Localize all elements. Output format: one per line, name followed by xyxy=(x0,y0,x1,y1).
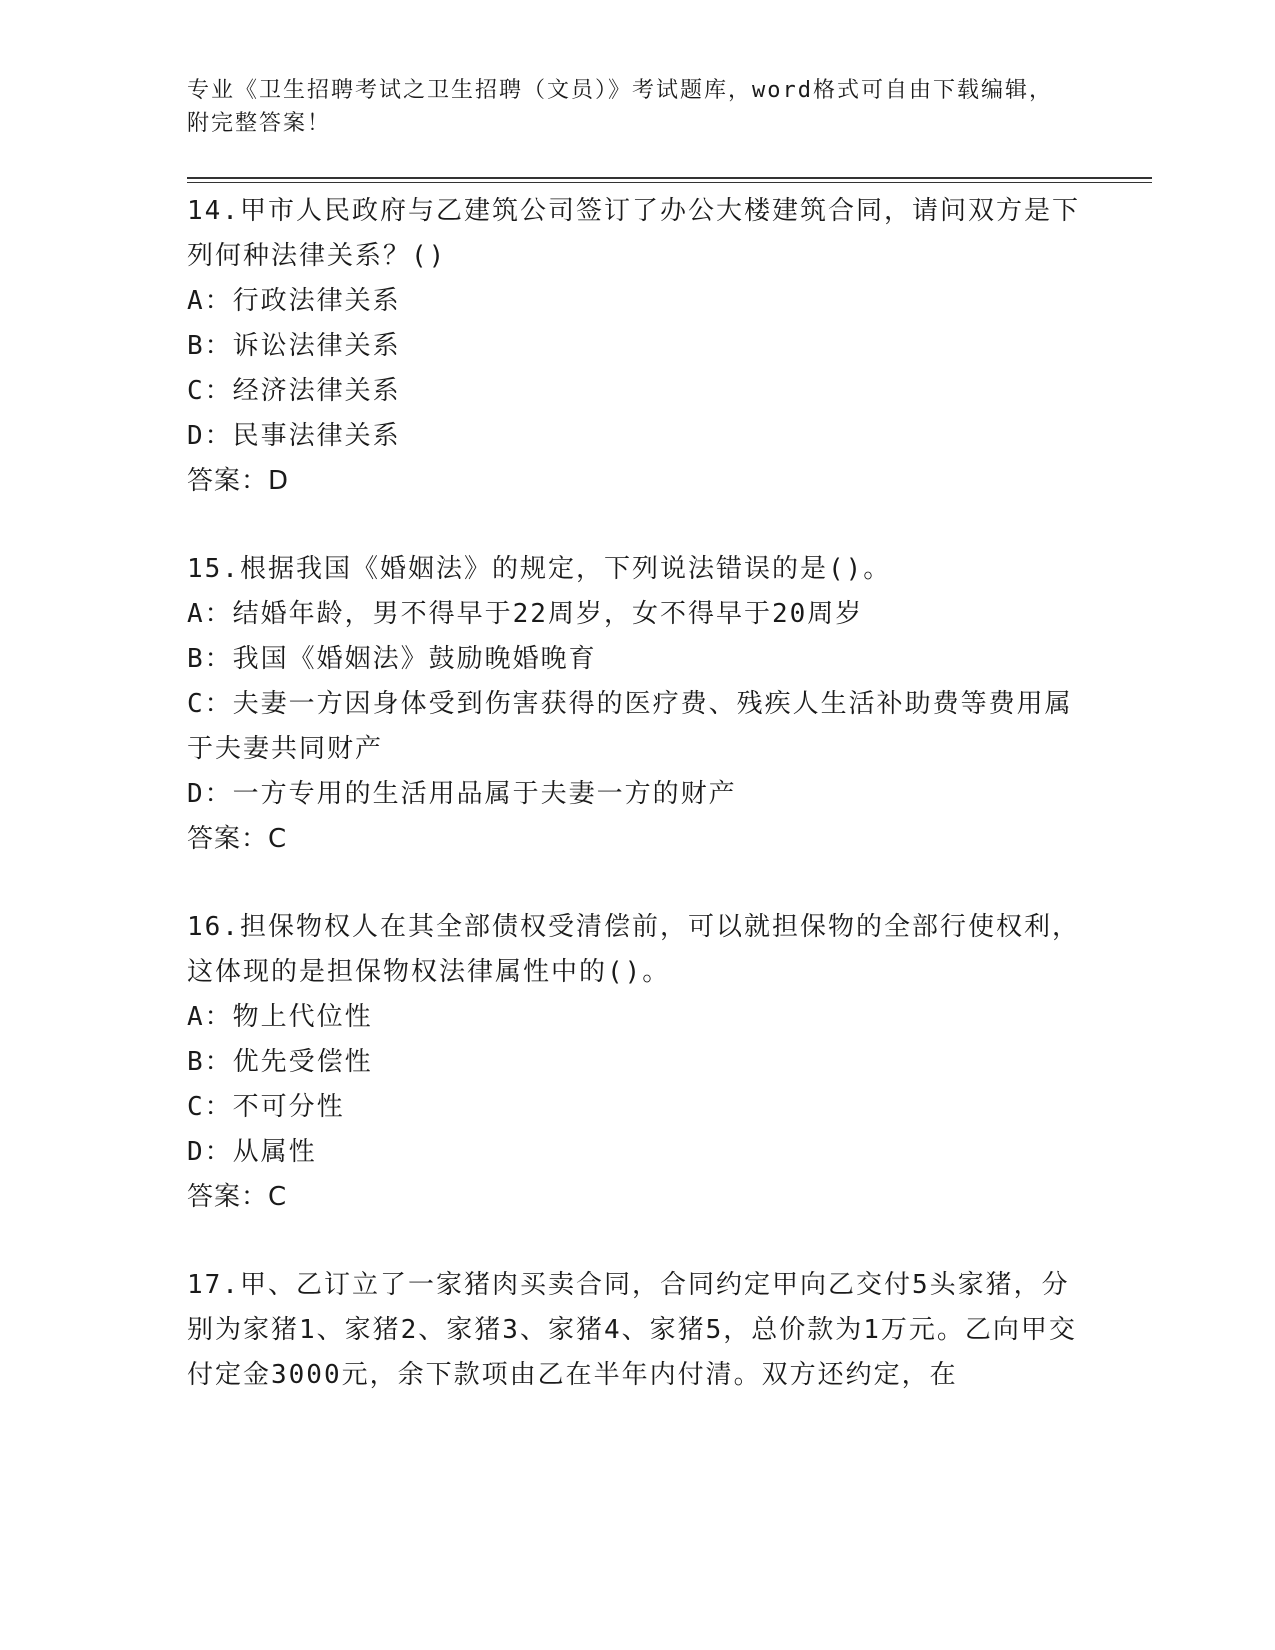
option-list xyxy=(187,592,1087,817)
header-divider xyxy=(187,177,1152,183)
question-list xyxy=(187,189,1087,1398)
question-17 xyxy=(187,1263,1087,1398)
answer-line: 答案：C xyxy=(187,824,288,854)
question-stem: 15.根据我国《婚姻法》的规定，下列说法错误的是()。 xyxy=(187,554,892,584)
option-c: C：夫妻一方因身体受到伤害获得的医疗费、残疾人生活补助费等费用属于夫妻共同财产 xyxy=(187,689,1073,764)
question-stem: 17.甲、乙订立了一家猪肉买卖合同，合同约定甲向乙交付5头家猪，分别为家猪1、家猪2、家猪3、家猪4、家猪5，总价款为1万元。乙向甲交付定金3000元，余下款项由乙在半年内付清。双方还约定，在 xyxy=(187,1270,1077,1390)
question-16 xyxy=(187,905,1087,1220)
question-14 xyxy=(187,189,1087,504)
option-c: C：不可分性 xyxy=(187,1092,345,1122)
question-stem: 14.甲市人民政府与乙建筑公司签订了办公大楼建筑合同，请问双方是下列何种法律关系？() xyxy=(187,196,1080,271)
option-b: B：优先受偿性 xyxy=(187,1047,373,1077)
question-stem: 16.担保物权人在其全部债权受清偿前，可以就担保物的全部行使权利，这体现的是担保物权法律属性中的()。 xyxy=(187,912,1080,987)
option-b: B：诉讼法律关系 xyxy=(187,331,401,361)
option-b: B：我国《婚姻法》鼓励晚婚晚育 xyxy=(187,644,597,674)
option-list xyxy=(187,995,1087,1175)
answer-line: 答案：C xyxy=(187,1182,288,1212)
option-d: D：一方专用的生活用品属于夫妻一方的财产 xyxy=(187,779,737,809)
document-header: 专业《卫生招聘考试之卫生招聘（文员）》考试题库，word格式可自由下载编辑，附完整答案！ xyxy=(187,78,1053,136)
option-d: D：从属性 xyxy=(187,1137,317,1167)
answer-line: 答案：D xyxy=(187,466,290,496)
option-d: D：民事法律关系 xyxy=(187,421,401,451)
option-list xyxy=(187,279,1087,459)
option-c: C：经济法律关系 xyxy=(187,376,401,406)
option-a: A：结婚年龄，男不得早于22周岁，女不得早于20周岁 xyxy=(187,599,864,629)
option-a: A：行政法律关系 xyxy=(187,286,401,316)
question-15 xyxy=(187,547,1087,862)
option-a: A：物上代位性 xyxy=(187,1002,373,1032)
